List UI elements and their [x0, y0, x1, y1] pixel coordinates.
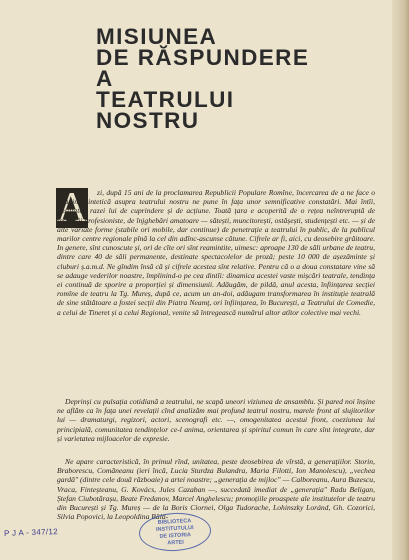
title-line: DE RĂSPUNDERE — [96, 45, 310, 70]
body-paragraph-1: zi, după 15 ani de la proclamarea Republicii Populare Romîne, încercarea de a ne face o imagine sintetică asupra teatrului nostru ne pune în fața unor semnificative constatări. Mai întîi, vastitatea razei lui de cuprindere și de acțiune. Toată țara e acoperită de o rețea neîntreruptă de instituții profesioniste, de înjghebări amatoare — sătești, muncitorești, ostășești, studențești etc. — și de alte variate forme (stabile ori mobile, dar continue) de penetrație a teatrului în public, de la publicul marilor centre regionale pînă la cel din adînc-ascunse cătune. Cifrele ar fi, aici, cu deosebire grăitoare. In genere, sînt cunoscute și, ori de cîte ori sînt reamintite, uimesc: aproape 130 de săli urbane de teatru, dintre care 40 de săli permanente, destinate spectacolelor de proză; peste 10 000 de așezăminte și cluburi ș.a.m.d. Ne gîndim însă că și cifrele acestea sînt relative. Pentru că o a doua constatare vine să se adauge vederilor noastre, împlinind-o pe cea dintîi: dinamica acestei vaste mișcări teatrale, tendința ei continuă de sporire a proporției și dimensiunii. Adăugăm, de pildă, anul acesta, înființarea secției romîne de teatru la Tg. Mureș, după ce, acum un an-doi, adăugam transformarea în instituție teatrală de sine stătătoare a fostei secții din Piatra Neamț, ori înființarea, în București, a Teatrului de Comedie, a celui de Tineret și a celui Regional, venite să întregească numărul altor atîtor colective mai vechi. — [57, 188, 375, 317]
body-paragraph-3: Ne apare caracteristică, în primul rînd, unitatea, peste deosebirea de vîrstă, a generațiilor. Storin, Braborescu, Comăneanu (ieri încă, Lucia Sturdza Bulandra, Maria Filotti, Ion Manolescu), „vechea gardă" (dintre cele două războaie) a artei noastre; „generația de mijloc" — Calboreanu, Aura Buzescu, Vraca, Finteșteanu, G. Kovács, Jules Cazaban —, succedată imediat de „generația" Radu Beligan, Ștefan Ciubotărașu, Beate Fredanov, Marcel Anghelescu; promoțiile proaspete ale institutelor de teatru din București și Tg. Mureș — de la Boris Ciornei, Olga Tudorache, Lohinszky Loránd, Gh. Cozorici, Silvia Popovici, la Leopoldina Bălă- — [57, 457, 375, 522]
title-line: MISIUNEA — [96, 24, 218, 49]
article-title — [96, 26, 309, 131]
page-gutter — [392, 0, 409, 560]
stamp-line: BIBLIOTECA — [157, 518, 192, 526]
drop-cap: A — [56, 185, 88, 231]
handwritten-inventory-code: P J A - 347/12 — [3, 527, 59, 538]
title-line: A — [96, 66, 114, 91]
stamp-line: DE ISTORIA — [159, 532, 192, 540]
stamp-line: INSTITUTULUI — [155, 525, 194, 533]
title-line: NOSTRU — [96, 108, 200, 133]
stamp-line: ARTEI — [167, 539, 184, 547]
title-line: TEATRULUI — [96, 87, 235, 112]
body-paragraph-2: Deprinși cu pulsația cotidiană a teatrului, ne scapă uneori viziunea de ansamblu. Și pared noi înșine ne aflăm ca în fața unei revelații cînd analizăm mai profund teatrul nostru, marele front al slujitorilor lui — dramaturgi, regizori, actori, scenografi etc. —, omogenitatea acestui front, coeziunea lui principială, comunitatea tendințelor ce-l anima, orientarea și spiritul comun în care sînt integrate, dar și varietatea mijloacelor de expresie. — [57, 397, 375, 443]
